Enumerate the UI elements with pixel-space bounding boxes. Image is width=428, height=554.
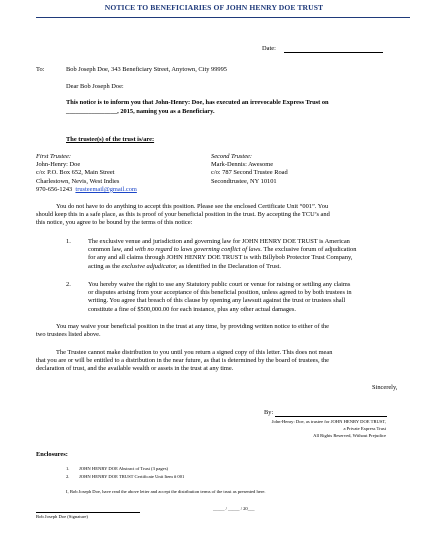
- date-field-line[interactable]: [284, 52, 383, 53]
- enclosure-item: [66, 466, 184, 474]
- term-2-line-1: You hereby waive the right to use any Statutory public court or venue for raising or settling any claims: [88, 281, 351, 288]
- waiver-line-1: You may waive your beneficial position in the trust at any time, by providing written notice to either of the: [56, 323, 330, 330]
- term-1-line-2b: The exclusive forum of adjudication: [261, 246, 357, 254]
- recipient-address: Bob Joseph Doe, 343 Beneficiary Street, Anytown, City 99995: [66, 66, 227, 73]
- date-label: Date:: [262, 45, 276, 52]
- to-label: To:: [36, 66, 45, 73]
- enclosures-heading: Enclosures:: [36, 451, 68, 458]
- title-divider: [36, 17, 410, 18]
- distribution-line-1: The Trustee cannot make distribution to you until you return a signed copy of this letter. This does not mean: [56, 349, 333, 356]
- sincerely: Sincerely,: [372, 384, 398, 391]
- acceptance-line-2: should keep this in a safe place, as this is proof of your beneficial position in the trust. By accepting the TCU’s and: [36, 211, 330, 219]
- term-2-line-3: writing. You agree that breach of this clause by opening any lawsuit against the trust or trustees shall: [88, 297, 346, 305]
- signature-caption-3: All Rights Reserved, Without Prejudice: [313, 433, 386, 438]
- trustee-signature-line[interactable]: [275, 416, 387, 417]
- enclosure-item: [66, 474, 184, 482]
- by-label: By:: [264, 409, 274, 416]
- waiver-line-2: two trustees listed above.: [36, 331, 101, 339]
- second-trustee-label: Second Trustee:: [211, 153, 252, 160]
- first-trustee-address-2: Charlestown, Nevis, West Indies: [36, 177, 120, 185]
- distribution-line-2: that you are or will be entitled to a distribution in the near future, as that is determined by the board of trustees, the: [36, 357, 329, 365]
- document-title: NOTICE TO BENEFICIARIES OF JOHN HENRY DOE TRUST: [104, 3, 324, 12]
- enclosure-item-number: 2.: [66, 473, 70, 479]
- notice-line-1: This notice is to inform you that John-Henry: Doe, has executed an irrevocable Express Trust on: [66, 99, 329, 106]
- trustees-heading: The trustee(s) of the trust is/are:: [66, 136, 155, 143]
- first-trustee-phone: 970-656-1243: [36, 185, 73, 193]
- term-1-line-4a: acting as the: [88, 262, 122, 270]
- second-trustee-block: [211, 153, 288, 186]
- signature-caption-1: John-Henry: Doe, as trustee for JOHN HENRY DOE TRUST,: [271, 419, 386, 424]
- signature-caption-2: a Private Express Trust: [343, 426, 386, 431]
- acceptance-line-3: this notice, you agree to be bound by the terms of this notice:: [36, 219, 193, 227]
- second-trustee-address-2: Secondtrustee, NY 10101: [211, 177, 277, 185]
- first-trustee-email-link[interactable]: trusteemail@gmail.com: [75, 185, 137, 193]
- first-trustee-name: John-Henry: Doe: [36, 161, 81, 169]
- waiver-paragraph: [36, 323, 329, 339]
- second-trustee-name: Mark-Dennis: Awesome: [211, 161, 274, 169]
- enclosure-item-text: JOHN HENRY DOE Abstract of Trust (3 pages): [79, 466, 169, 471]
- term-1-line-1: The exclusive venue and jurisdiction and governing law for JOHN HENRY DOE TRUST is American: [88, 238, 350, 245]
- acceptance-paragraph: [36, 203, 330, 228]
- beneficiary-signature-line[interactable]: [36, 512, 140, 513]
- distribution-line-3: declaration of trust, and the available wealth or assets in the trust at any time.: [36, 365, 234, 373]
- beneficiary-signature-label: Bob Joseph Doe (Signature): [36, 514, 88, 519]
- acknowledgement-text: I, Bob Joseph Doe, have read the above letter and accept the distribution terms of the trust as presented here.: [66, 489, 266, 494]
- enclosure-item-number: 1.: [66, 466, 70, 471]
- second-trustee-address-1: c/o: 787 Second Trustee Road: [211, 169, 288, 177]
- term-1-line-3: for any and all claims through JOHN HENRY DOE TRUST is with Billybob Protector Trust Company,: [88, 254, 353, 262]
- term-1-line-2a: common law, and: [88, 246, 135, 254]
- salutation: Dear Bob Joseph Doe:: [66, 83, 124, 90]
- term-1: [66, 238, 406, 271]
- first-trustee-address-1: c/o: P.O. Box 652, Main Street: [36, 169, 115, 177]
- acceptance-line-1: You do not have to do anything to accept this position. Please see the enclosed Certificate Unit “001”. You: [56, 203, 329, 210]
- acknowledgement-date-field[interactable]: _____ / _____ / 20___: [213, 506, 255, 511]
- first-trustee-block: [36, 153, 137, 194]
- term-2-line-2: or disputes arising from your acceptance of this beneficial position, unless agreed to by both trustees in: [88, 289, 352, 297]
- term-1-line-4b: as identified in the Declaration of Trust.: [177, 262, 281, 270]
- term-2: [66, 281, 406, 314]
- term-2-number: 2.: [66, 281, 71, 288]
- enclosure-item-text: JOHN HENRY DOE TRUST Certificate Unit Item # 001: [79, 473, 185, 479]
- distribution-paragraph: [36, 349, 332, 374]
- term-1-number: 1.: [66, 238, 71, 245]
- first-trustee-label: First Trustee:: [36, 153, 71, 160]
- term-1-line-4-italic: exclusive adjudicator,: [121, 262, 178, 270]
- term-2-line-4: constitute a fine of $500,000.00 for each instance, plus any other actual damages.: [88, 305, 296, 313]
- enclosure-list: [66, 466, 184, 481]
- notice-line-2: ________________, 2015, naming you as a Beneficiary.: [66, 108, 215, 115]
- term-1-line-2-italic: with no regard to laws governing conflict of laws.: [134, 246, 262, 254]
